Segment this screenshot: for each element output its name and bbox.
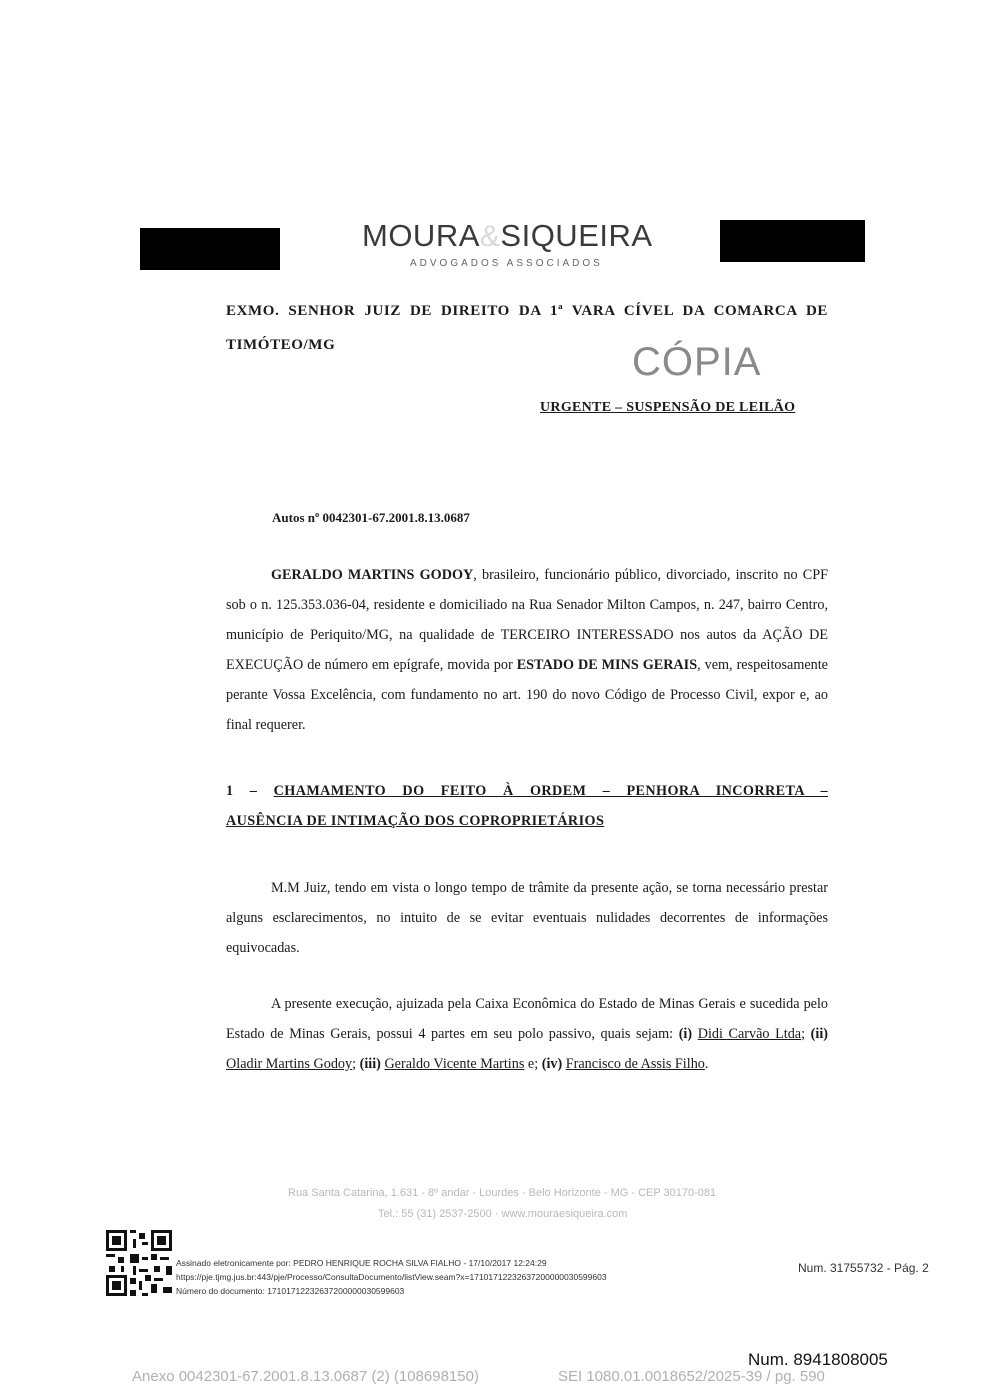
party-item: Francisco de Assis Filho — [565, 1056, 705, 1072]
sei-anexo: Anexo 0042301-67.2001.8.13.0687 (2) (108698150) — [132, 1368, 479, 1385]
firm-address: Rua Santa Catarina, 1.631 - 8º andar - Lourdes - Belo Horizonte - MG - CEP 30170-081 — [288, 1187, 717, 1199]
separator: ; — [801, 1026, 811, 1042]
section-number: 1 – — [226, 783, 274, 799]
party-item: Geraldo Vicente Martins — [384, 1056, 525, 1072]
section-title-line-2: AUSÊNCIA DE INTIMAÇÃO DOS COPROPRIETÁRIOS — [226, 813, 605, 829]
paragraph-qualification — [226, 560, 828, 740]
section-title-text: CHAMAMENTO DO FEITO À ORDEM – PENHORA INCORRETA – — [273, 783, 828, 799]
firm-contact: Tel.: 55 (31) 2537-2500 · www.mouraesiqueira.com — [378, 1208, 628, 1220]
separator: ; — [352, 1056, 360, 1072]
page-number: Num. 31755732 - Pág. 2 — [798, 1261, 929, 1275]
party-name: GERALDO MARTINS GODOY — [271, 567, 474, 583]
opposing-party: ESTADO DE MINS GERAIS — [516, 657, 698, 673]
separator: . — [704, 1056, 709, 1072]
paragraph-parties — [226, 989, 828, 1079]
signature-url[interactable]: https://pje.tjmg.jus.br:443/pje/Processo/ConsultaDocumento/listView.seam?x=17101712232637200000030599603 — [176, 1272, 607, 1282]
firm-name-left: MOURA — [362, 218, 480, 253]
signature-doc-number: Número do documento: 17101712232637200000030599603 — [176, 1286, 405, 1296]
addressee-line: EXMO. SENHOR JUIZ DE DIREITO DA 1ª VARA CÍVEL DA COMARCA DE TIMÓTEO/MG — [226, 303, 828, 353]
list-marker: (iii) — [359, 1056, 381, 1072]
paragraph-text: , vem, respeitosamente perante Vossa Excelência, com fundamento no art. 190 do novo Código de Processo Civil, expor e, ao final requerer. — [226, 657, 828, 733]
redaction-block-right — [720, 220, 865, 262]
firm-logo — [362, 218, 653, 254]
copy-stamp: CÓPIA — [632, 340, 762, 384]
redaction-block-left — [140, 228, 280, 270]
qr-code — [106, 1230, 172, 1296]
urgent-heading: URGENTE – SUSPENSÃO DE LEILÃO — [540, 400, 796, 415]
party-item: Oladir Martins Godoy — [226, 1056, 353, 1072]
firm-ampersand: & — [479, 220, 501, 253]
paragraph-text: , brasileiro, funcionário público, divorciado, inscrito no CPF sob o n. 125.353.036-04, residente e domiciliado na Rua Senador Milton Campos, n. 247, bairro Centro, município de Periquito/MG, na qualidade de TERCEIRO INTERESSADO nos autos da AÇÃO DE EXECUÇÃO de número em epígrafe, movida por — [226, 567, 828, 673]
list-marker: (ii) — [810, 1026, 828, 1042]
paragraph-text: A presente execução, ajuizada pela Caixa Econômica do Estado de Minas Gerais e sucedida pelo Estado de Minas Gerais, possui 4 partes em seu polo passivo, quais sejam: — [226, 996, 828, 1042]
signature-signed-by: Assinado eletronicamente por: PEDRO HENRIQUE ROCHA SILVA FIALHO - 17/10/2017 12:24:29 — [176, 1258, 547, 1268]
list-marker: (i) — [678, 1026, 693, 1042]
case-number: Autos nº 0042301-67.2001.8.13.0687 — [272, 510, 470, 525]
separator: e; — [524, 1056, 542, 1072]
party-item: Didi Carvão Ltda — [697, 1026, 802, 1042]
sei-num: Num. 8941808005 — [748, 1350, 888, 1369]
firm-name-right: SIQUEIRA — [500, 218, 653, 253]
firm-subtitle: ADVOGADOS ASSOCIADOS — [410, 258, 603, 269]
list-marker: (iv) — [541, 1056, 563, 1072]
section-title-line-1 — [226, 776, 828, 806]
paragraph-clarification: M.M Juiz, tendo em vista o longo tempo de trâmite da presente ação, se torna necessário prestar alguns esclarecimentos, no intuito de se evitar eventuais nulidades decorrentes de informações equivocadas. — [226, 880, 828, 956]
sei-process: SEI 1080.01.0018652/2025-39 / pg. 590 — [558, 1368, 825, 1385]
